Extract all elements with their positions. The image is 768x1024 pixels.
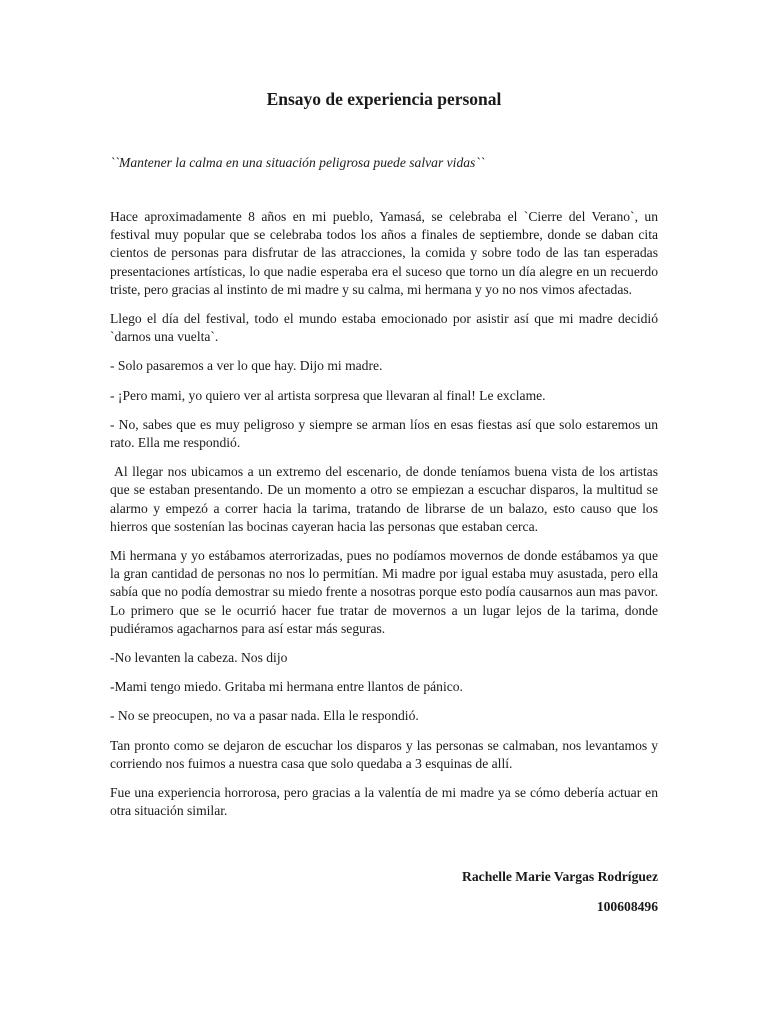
essay-epigraph: ``Mantener la calma en una situación peligrosa puede salvar vidas``	[110, 155, 485, 170]
document-page	[110, 0, 658, 1024]
paragraph-festival-day: Llego el día del festival, todo el mundo estaba emocionado por asistir así que mi madre decidió `darnos una vuelta`.	[110, 311, 658, 345]
author-id: 100608496	[596, 899, 658, 914]
dialogue-line: -Mami tengo miedo. Gritaba mi hermana entre llantos de pánico.	[110, 679, 463, 695]
paragraph-aftermath: Tan pronto como se dejaron de escuchar los disparos y las personas se calmaban, nos levantamos y corriendo nos fuimos a nuestra casa que solo quedaba a 3 esquinas de allí.	[110, 737, 658, 771]
dialogue-line: -No levanten la cabeza. Nos dijo	[110, 650, 288, 666]
paragraph-intro: Hace aproximadamente 8 años en mi pueblo, Yamasá, se celebraba el `Cierre del Verano`, un festival muy popular que se celebraba todos los años a finales de septiembre, donde se daban cita cientos de personas para disfrutar de las atracciones, la comida y sobre todo de las tan esperadas presentaciones artísticas, lo que nadie esperaba era el suceso que torno un día alegre en un recuerdo triste, pero gracias al instinto de mi madre y su calma, mi hermana y yo no nos vimos afectadas.	[110, 209, 658, 297]
paragraph-escape: Mi hermana y yo estábamos aterrorizadas, pues no podíamos movernos de donde estábamos ya que la gran cantidad de personas no nos lo permitían. Mi madre por igual estaba muy asustada, pero ella sabía que no podía demostrar su miedo frente a nosotras porque esto podía causarnos aun mas pavor. Lo primero que se le ocurrió hacer fue tratar de movernos a un lugar lejos de la tarima, donde pudiéramos agacharnos para así estar más seguras.	[110, 548, 658, 636]
dialogue-line: - ¡Pero mami, yo quiero ver al artista sorpresa que llevaran al final! Le exclame.	[110, 387, 546, 403]
dialogue-line: - No se preocupen, no va a pasar nada. Ella le respondió.	[110, 708, 419, 724]
author-name: Rachelle Marie Vargas Rodríguez	[462, 869, 658, 884]
dialogue-line: - No, sabes que es muy peligroso y siempre se arman líos en esas fiestas así que solo estaremos un rato. Ella me respondió.	[110, 416, 658, 451]
dialogue-line: - Solo pasaremos a ver lo que hay. Dijo mi madre.	[110, 358, 383, 374]
paragraph-conclusion: Fue una experiencia horrorosa, pero gracias a la valentía de mi madre ya se cómo debería actuar en otra situación similar.	[110, 785, 658, 819]
essay-body	[110, 208, 658, 831]
essay-title: Ensayo de experiencia personal	[266, 89, 502, 109]
paragraph-shooting: Al llegar nos ubicamos a un extremo del escenario, de donde teníamos buena vista de los artistas que se estaban presentando. De un momento a otro se empiezan a escuchar disparos, la multitud se alarmo y empezó a correr hacia la tarima, tratando de librarse de un balazo, esto causo que los hierros que sostenían las bocinas cayeran hacia las personas que estaban cerca.	[110, 464, 658, 534]
